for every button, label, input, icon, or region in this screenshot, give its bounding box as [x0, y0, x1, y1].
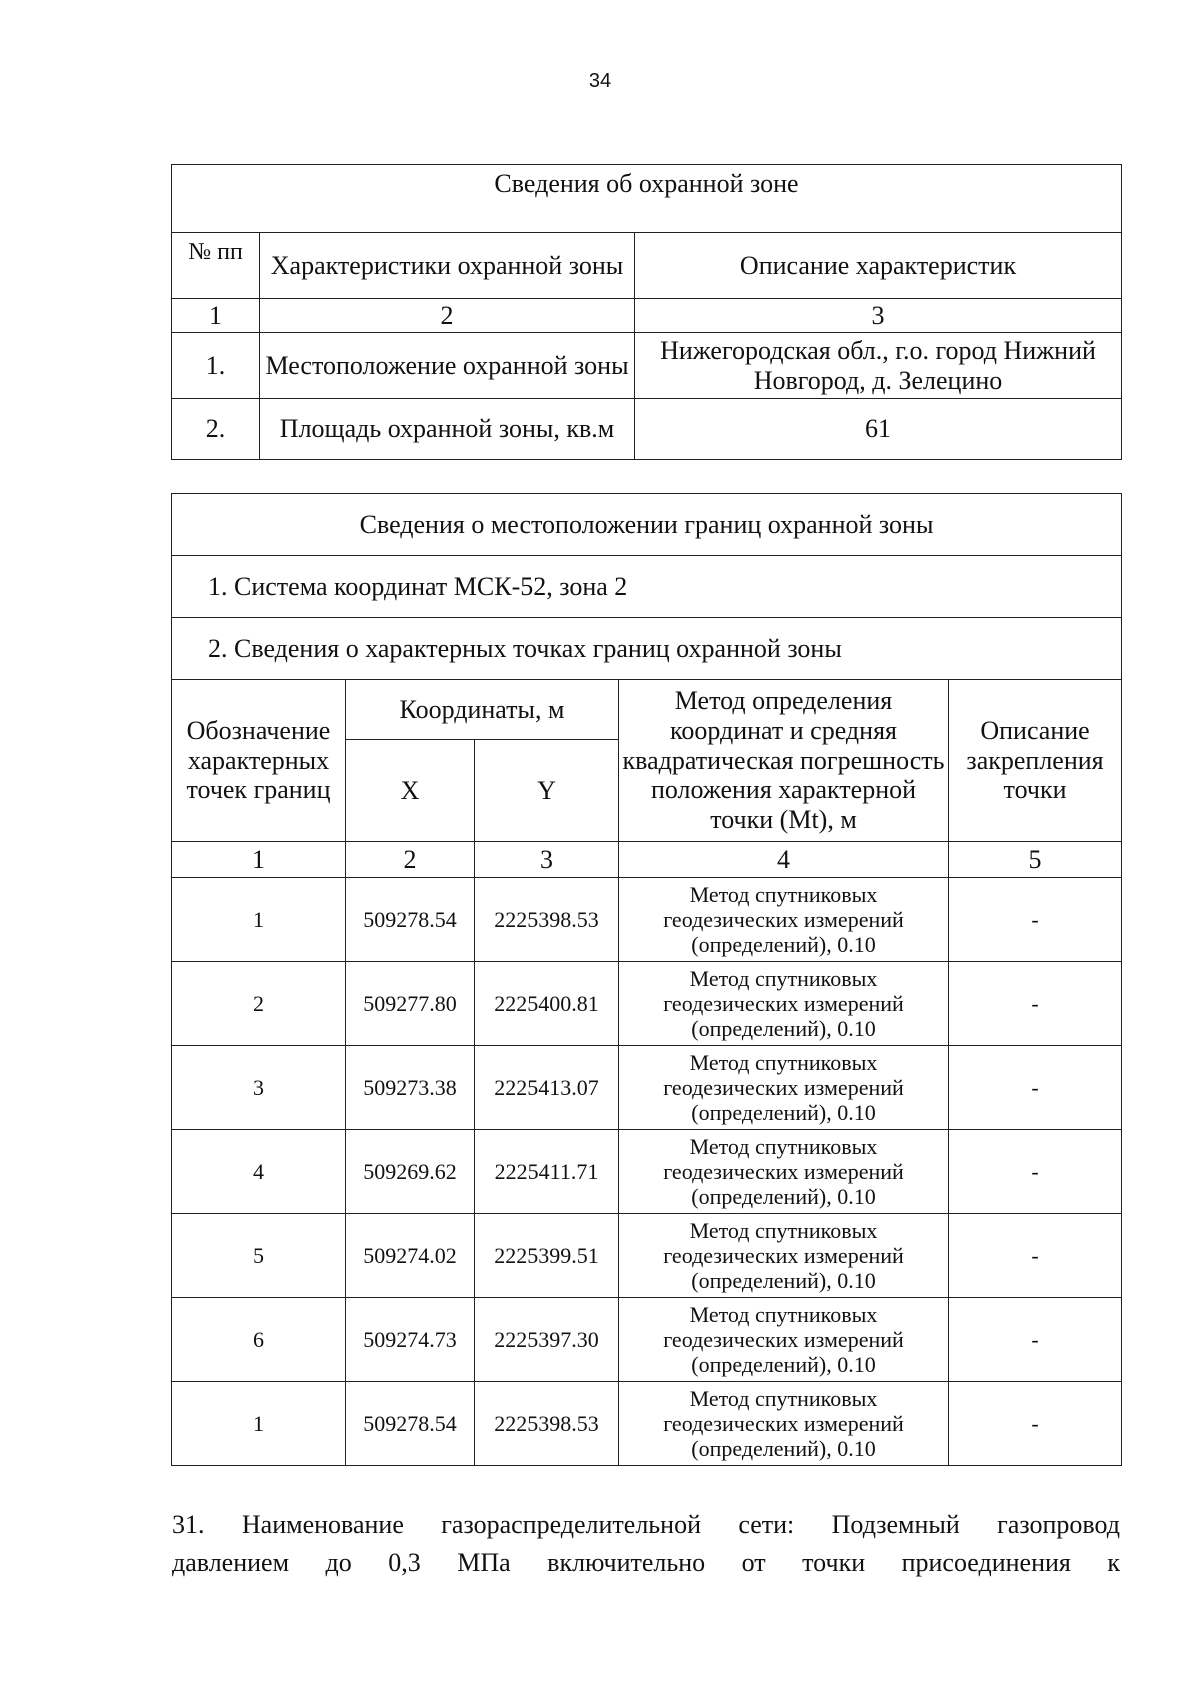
boundary-info-table	[171, 493, 1122, 1466]
point-x: 509274.02	[346, 1214, 475, 1298]
points-info-line: 2. Сведения о характерных точках границ охранной зоны	[172, 618, 1122, 680]
point-x: 509277.80	[346, 962, 475, 1046]
col-number: 3	[475, 842, 619, 878]
point-id: 2	[172, 962, 346, 1046]
point-y: 2225399.51	[475, 1214, 619, 1298]
header-coordinates: Координаты, м	[346, 680, 619, 740]
table-row	[172, 1298, 1122, 1382]
row-value: Нижегородская обл., г.о. город Нижний Новгород, д. Зелецино	[635, 333, 1122, 399]
col-number: 1	[172, 299, 260, 333]
row-num: 1.	[172, 333, 260, 399]
point-fixing: -	[949, 1382, 1122, 1466]
point-x: 509278.54	[346, 878, 475, 962]
point-y: 2225413.07	[475, 1046, 619, 1130]
header-y: Y	[475, 740, 619, 842]
header-designation: Обозначение характерных точек границ	[172, 680, 346, 842]
table-row	[172, 878, 1122, 962]
table-row	[172, 333, 1122, 399]
header-num: № пп	[172, 233, 260, 299]
header-characteristics: Характеристики охранной зоны	[260, 233, 635, 299]
point-x: 509274.73	[346, 1298, 475, 1382]
point-method: Метод спутниковых геодезических измерений (определений), 0.10	[619, 1298, 949, 1382]
col-number: 2	[346, 842, 475, 878]
point-fixing: -	[949, 1298, 1122, 1382]
point-x: 509278.54	[346, 1382, 475, 1466]
point-y: 2225397.30	[475, 1298, 619, 1382]
zone-info-title: Сведения об охранной зоне	[172, 165, 1122, 233]
header-x: X	[346, 740, 475, 842]
point-id: 5	[172, 1214, 346, 1298]
point-y: 2225398.53	[475, 1382, 619, 1466]
col-number: 3	[635, 299, 1122, 333]
point-method: Метод спутниковых геодезических измерений (определений), 0.10	[619, 1046, 949, 1130]
point-fixing: -	[949, 1214, 1122, 1298]
point-fixing: -	[949, 1046, 1122, 1130]
col-number: 1	[172, 842, 346, 878]
col-number: 4	[619, 842, 949, 878]
paragraph-line-1: 31. Наименование газораспределительной сети: Подземный газопровод	[172, 1510, 1120, 1539]
table-row	[172, 962, 1122, 1046]
row-value: 61	[635, 399, 1122, 460]
point-fixing: -	[949, 1130, 1122, 1214]
point-id: 4	[172, 1130, 346, 1214]
zone-info-table	[171, 164, 1122, 460]
point-id: 1	[172, 878, 346, 962]
table-row	[172, 399, 1122, 460]
table-row	[172, 1130, 1122, 1214]
point-y: 2225411.71	[475, 1130, 619, 1214]
page-number: 34	[588, 70, 612, 92]
point-fixing: -	[949, 962, 1122, 1046]
row-name: Местоположение охранной зоны	[260, 333, 635, 399]
point-id: 3	[172, 1046, 346, 1130]
col-number: 5	[949, 842, 1122, 878]
point-x: 509273.38	[346, 1046, 475, 1130]
row-name: Площадь охранной зоны, кв.м	[260, 399, 635, 460]
point-method: Метод спутниковых геодезических измерений (определений), 0.10	[619, 1130, 949, 1214]
paragraph-line-2: давлением до 0,3 МПа включительно от точки присоединения к	[172, 1548, 1120, 1577]
coordinate-system-line: 1. Система координат МСК-52, зона 2	[172, 556, 1122, 618]
point-x: 509269.62	[346, 1130, 475, 1214]
point-method: Метод спутниковых геодезических измерений (определений), 0.10	[619, 962, 949, 1046]
point-id: 6	[172, 1298, 346, 1382]
point-id: 1	[172, 1382, 346, 1466]
boundary-info-title: Сведения о местоположении границ охранной зоны	[172, 494, 1122, 556]
point-y: 2225398.53	[475, 878, 619, 962]
point-method: Метод спутниковых геодезических измерений (определений), 0.10	[619, 878, 949, 962]
row-num: 2.	[172, 399, 260, 460]
header-method: Метод определения координат и средняя квадратическая погрешность положения характерной точки (Mt), м	[619, 680, 949, 842]
point-fixing: -	[949, 878, 1122, 962]
table-row	[172, 1214, 1122, 1298]
table-row	[172, 1382, 1122, 1466]
col-number: 2	[260, 299, 635, 333]
table-row	[172, 1046, 1122, 1130]
header-fixing: Описание закрепления точки	[949, 680, 1122, 842]
header-description: Описание характеристик	[635, 233, 1122, 299]
point-method: Метод спутниковых геодезических измерений (определений), 0.10	[619, 1382, 949, 1466]
point-method: Метод спутниковых геодезических измерений (определений), 0.10	[619, 1214, 949, 1298]
point-y: 2225400.81	[475, 962, 619, 1046]
